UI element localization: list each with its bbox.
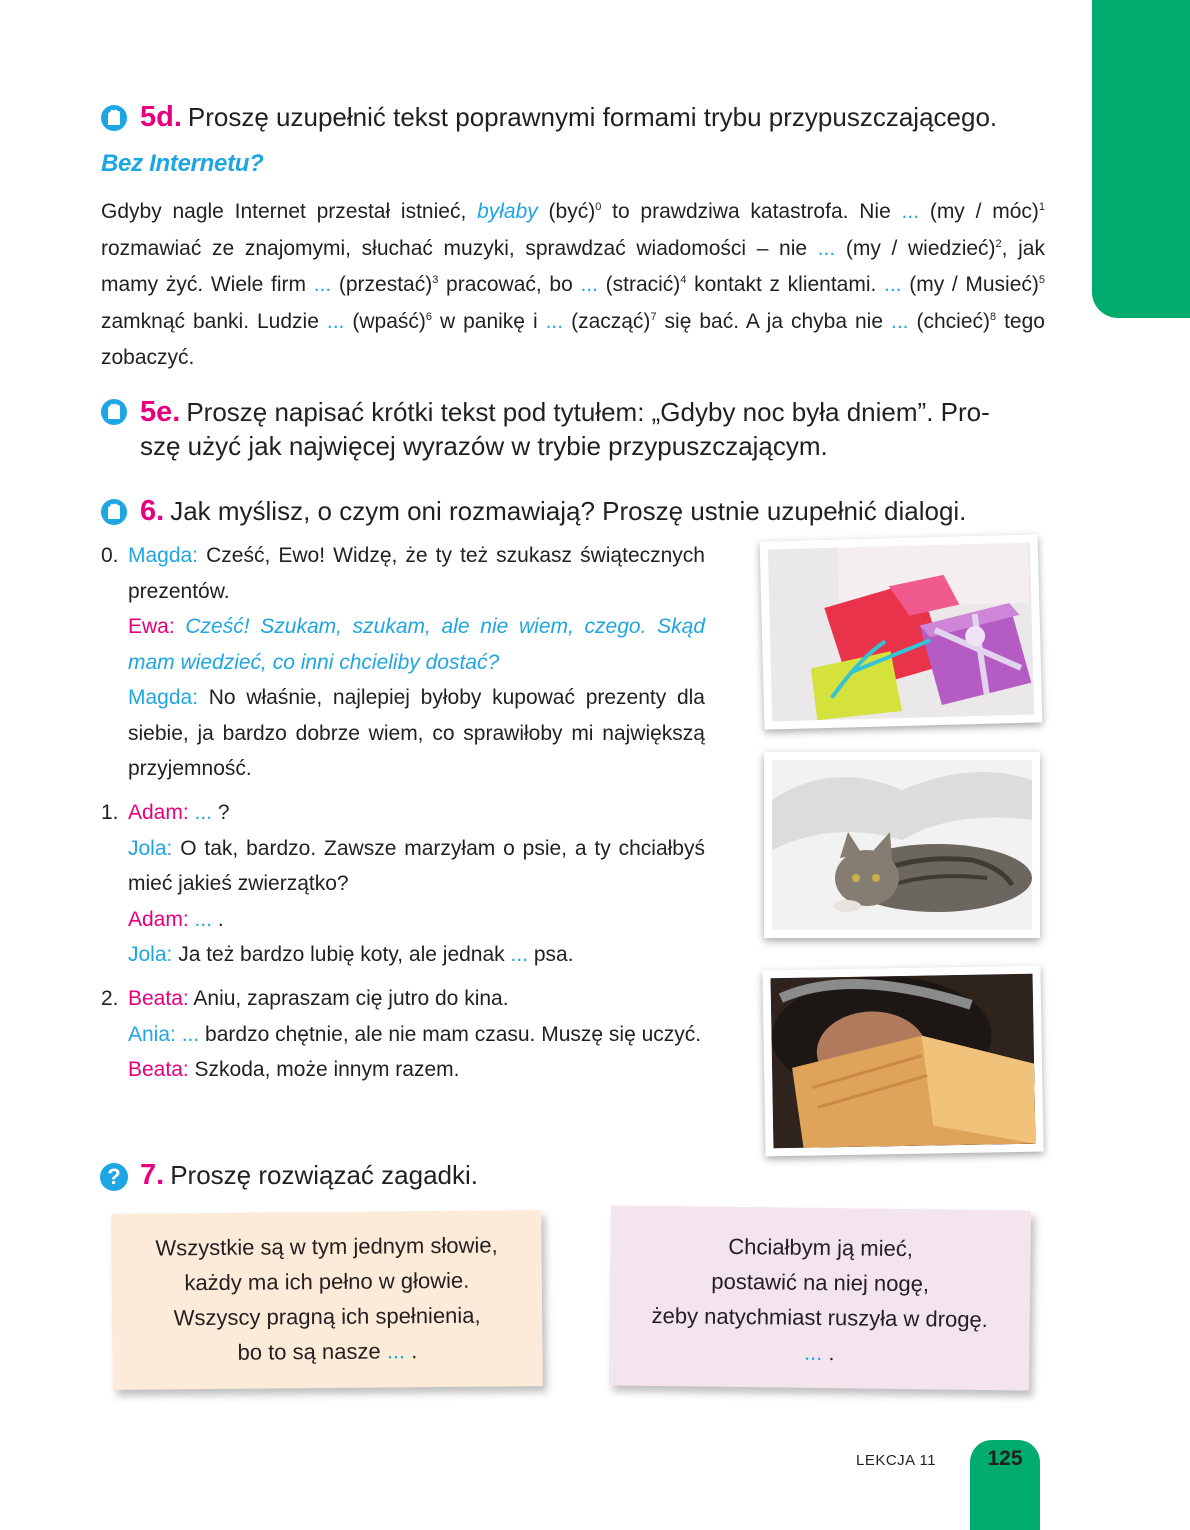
dialogue-line: Cześć, Ewo! Widzę, że ty też szukasz świątecznych prezentów. (128, 544, 705, 603)
photo-gifts (760, 534, 1043, 729)
gap: ... (803, 1339, 823, 1366)
riddle-line: bo to są nasze ... . (237, 1338, 418, 1365)
task-instruction: Jak myślisz, o czym oni rozmawiają? Proszę ustnie uzupełnić dialogi. (170, 496, 967, 526)
dialogue-line: No właśnie, najlepiej byłoby kupować prezenty dla siebie, ja bardzo dobrze wiem, co sprawiłoby mi największą przyjemność. (128, 686, 705, 780)
text-title: Bez Internetu? (101, 150, 264, 177)
reading-image (771, 974, 1036, 1149)
dialogue-0 (101, 538, 705, 787)
task-number: 6. (140, 495, 165, 527)
speaker: Magda: (128, 544, 199, 567)
dialogue-1: 1. Adam: ... ? Jola: O tak, bardzo. Zawsze marzyłam o psie, a ty chciałbyś mieć jakieś zwierzątko? Adam: ... . Jola: Ja też bardzo lubię koty, ale jednak ... psa. (101, 795, 705, 973)
speaker: Magda: (128, 686, 199, 709)
speaker: Ewa: (128, 615, 175, 638)
lesson-label: LEKCJA 11 (856, 1452, 937, 1469)
task-number: 5d. (140, 101, 182, 133)
task-5e-heading (140, 395, 1050, 463)
gap: ... (386, 1338, 406, 1364)
task-instruction-line: szę użyć jak najwięcej wyrazów w trybie przypuszczającym. (140, 431, 828, 461)
riddle-line: ... . (803, 1339, 835, 1366)
speaker: Jola: (128, 836, 173, 860)
dialogue-number: 1. (101, 801, 119, 824)
gap: ... (188, 801, 213, 824)
gap: ... (891, 309, 909, 333)
hand-icon (100, 398, 128, 426)
riddle-line: Wszystkie są w tym jednym słowie, (155, 1232, 498, 1261)
speaker: Jola: (128, 943, 173, 966)
riddle-card-1 (111, 1210, 543, 1390)
task-instruction: Proszę rozwiązać zagadki. (170, 1160, 478, 1190)
gap: ... (313, 273, 332, 296)
page-number: 125 (987, 1447, 1023, 1470)
task-number: 7. (140, 1159, 165, 1191)
task-7-heading (140, 1158, 478, 1192)
gap: ... (510, 943, 529, 966)
gap: ... (884, 273, 902, 296)
cat-image (772, 760, 1032, 930)
speaker: Adam: (128, 907, 189, 931)
speaker: Beata: (128, 987, 189, 1010)
question-icon: ? (100, 1163, 128, 1191)
task-5d-heading (140, 100, 997, 134)
dialogue-number: 2. (101, 987, 119, 1010)
riddle-line: każdy ma ich pełno w głowie. (184, 1267, 470, 1296)
task-6-heading (140, 494, 966, 528)
gap: ... (545, 309, 564, 333)
photo-cat (764, 752, 1040, 938)
gap: ... (580, 273, 598, 296)
example-answer: byłaby (477, 200, 538, 223)
dialogue-line: Aniu, zapraszam cię jutro do kina. (188, 987, 509, 1010)
gap-fill-text: Gdyby nagle Internet przestał istnieć, byłaby (być)$^0$ to prawdziwa katastrofa. Nie ... (my / móc)$^1$ rozmawiać ze znajomymi, słuchać muzyki, sprawdzać wiadomości – nie ... (my / wiedzieć)$^2$, jak mamy żyć. Wiele firm ... (przestać)$^3$ pracować, bo ... (stracić)$^4$ kontakt z klientami. ... (my / Musieć)$^5$ zamknąć banki. Ludzie ... (wpaść)$^6$ w panikę i ... (zacząć)$^7$ się bać. A ja chyba nie ... (chcieć)$^8$ tego zobaczyć. (101, 200, 1046, 369)
photo-reading (762, 966, 1043, 1157)
task-instruction-line: Proszę napisać krótki tekst pod tytułem: „Gdyby noc była dniem”. Pro- (186, 397, 990, 427)
gifts-image (768, 543, 1034, 722)
gap: ... (175, 1022, 200, 1046)
dialogue-line: O tak, bardzo. Zawsze marzyłam o psie, a ty chciałbyś mieć jakieś zwierzątko? (128, 836, 705, 895)
dialogue-line: Szkoda, może innym razem. (188, 1058, 460, 1081)
example-answer: Cześć! Szukam, szukam, ale nie wiem, czego. Skąd mam wiedzieć, co inni chcieliby dostać? (128, 615, 705, 674)
riddle-card-2 (609, 1205, 1031, 1390)
riddle-line: postawić na niej nogę, (711, 1268, 930, 1297)
task-instruction: Proszę uzupełnić tekst poprawnymi formami trybu przypuszczającego. (187, 102, 998, 132)
speaker: Adam: (128, 801, 189, 824)
gap: ... (817, 236, 836, 260)
hand-icon (100, 498, 128, 526)
hand-icon (100, 104, 128, 132)
gap: ... (901, 200, 920, 223)
riddle-line: żeby natychmiast ruszyła w drogę. (651, 1302, 989, 1333)
dialogue-2 (101, 981, 705, 1088)
gap: ... (188, 907, 213, 931)
task-number: 5e. (140, 396, 181, 428)
side-tab (1092, 0, 1190, 318)
dialogue-number: 0. (101, 544, 119, 567)
speaker: Beata: (128, 1058, 189, 1081)
gap: ... (326, 309, 345, 333)
dialogue-line: bardzo chętnie, ale nie mam czasu. Muszę się uczyć. (199, 1022, 702, 1046)
riddle-line: Wszyscy pragną ich spełnienia, (173, 1302, 481, 1331)
speaker: Ania: (128, 1022, 176, 1046)
riddle-line: Chciałbym ją mieć, (728, 1233, 914, 1262)
